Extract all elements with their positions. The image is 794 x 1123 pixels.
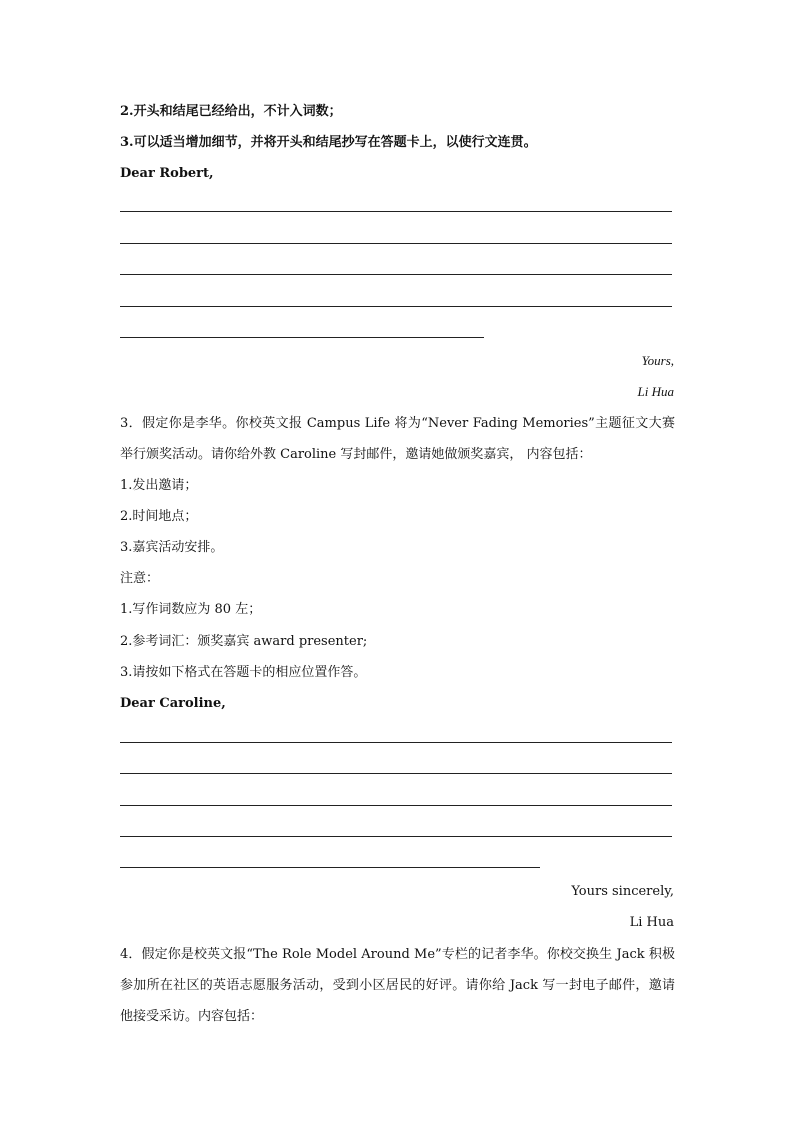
note-word-count: 2.开头和结尾已经给出，不计入词数； bbox=[120, 104, 342, 119]
greeting-caroline: Dear Caroline, bbox=[120, 696, 226, 711]
writing-line bbox=[120, 836, 672, 837]
question-3-prompt: 3．假定你是李华。你校英文报 Campus Life 将为“Never Fading Memories”主题征文大赛举行颁奖活动。请你给外教 Caroline 写封邮件，邀请她做颁奖嘉宾， 内容包括： bbox=[120, 416, 675, 462]
notice-item: 1.写作词数应为 80 左； bbox=[120, 602, 262, 617]
writing-line bbox=[120, 805, 672, 806]
notice-item: 2.参考词汇：颁奖嘉宾 award presenter; bbox=[120, 634, 368, 649]
writing-line bbox=[120, 742, 672, 743]
notice-label: 注意： bbox=[120, 571, 160, 586]
question-4-prompt: 4．假定你是校英文报“The Role Model Around Me”专栏的记者李华。你校交换生 Jack 积极参加所在社区的英语志愿服务活动，受到小区居民的好评。请你给 Jack 写一封电子邮件，邀请他接受采访。内容包括： bbox=[120, 947, 675, 1024]
signature-li-hua: Li Hua bbox=[637, 384, 674, 399]
notice-item: 3.请按如下格式在答题卡的相应位置作答。 bbox=[120, 665, 367, 680]
content-item: 1.发出邀请； bbox=[120, 478, 198, 493]
signature-li-hua: Li Hua bbox=[629, 915, 674, 930]
writing-line bbox=[120, 337, 484, 338]
closing-yours-sincerely: Yours sincerely, bbox=[571, 884, 674, 899]
writing-line bbox=[120, 211, 672, 212]
greeting-robert: Dear Robert, bbox=[120, 166, 214, 181]
writing-line bbox=[120, 274, 672, 275]
closing-yours: Yours, bbox=[641, 353, 674, 368]
content-item: 2.时间地点； bbox=[120, 509, 198, 524]
content-item: 3.嘉宾活动安排。 bbox=[120, 540, 224, 555]
writing-line bbox=[120, 243, 672, 244]
writing-line bbox=[120, 867, 540, 868]
writing-line bbox=[120, 773, 672, 774]
note-add-details: 3.可以适当增加细节，并将开头和结尾抄写在答题卡上，以使行文连贯。 bbox=[120, 135, 537, 150]
writing-line bbox=[120, 306, 672, 307]
